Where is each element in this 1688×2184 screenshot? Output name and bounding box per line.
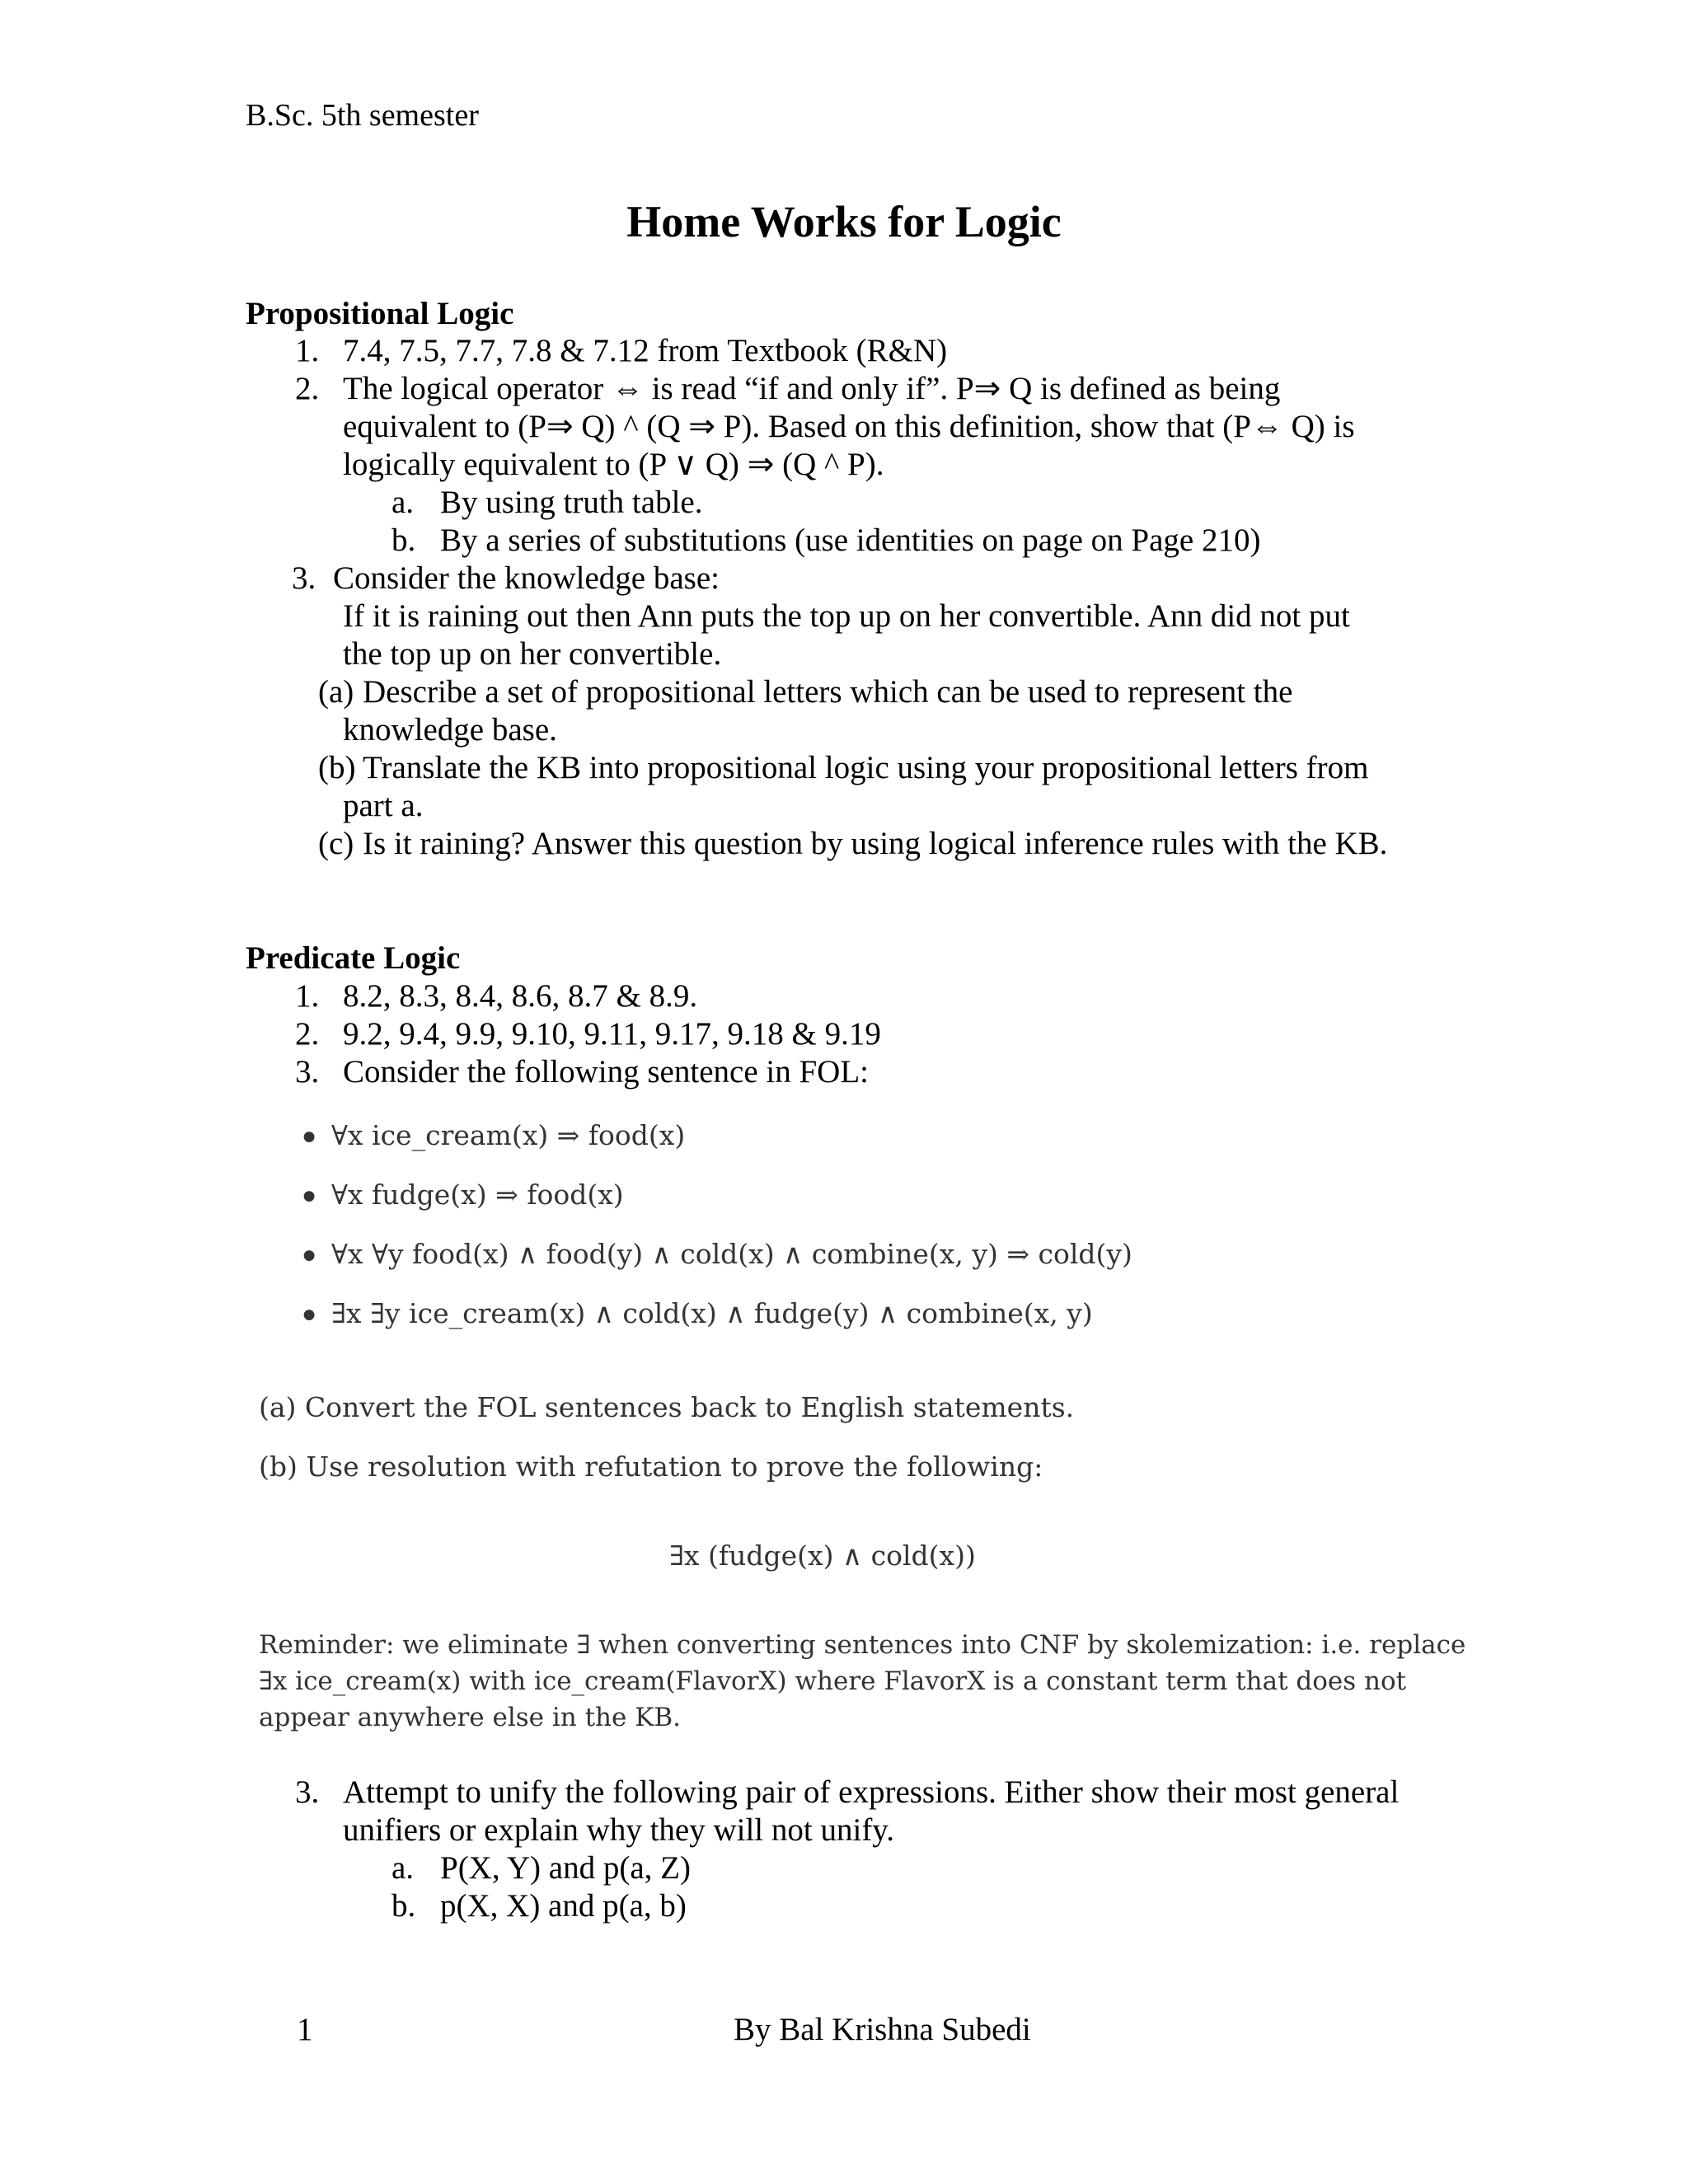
part-text: Describe a set of propositional letters which can be used to represent the: [363, 674, 1293, 710]
course-header: B.Sc. 5th semester: [246, 98, 479, 133]
page-number: 1: [297, 2012, 313, 2047]
item-number: 3.: [292, 560, 316, 596]
bullet-icon: ●: [302, 1122, 317, 1150]
question-part-a: (a) Convert the FOL sentences back to English statements.: [259, 1391, 1075, 1423]
part-label: (c): [318, 826, 354, 861]
reminder-text: Reminder: we eliminate ∃ when converting sentences into CNF by skolemization: i.e. replace: [259, 1630, 1466, 1660]
part-label: (a): [318, 674, 354, 710]
item-text: 8.2, 8.3, 8.4, 8.6, 8.7 & 8.9.: [343, 978, 698, 1014]
author-credit: By Bal Krishna Subedi: [734, 2012, 1031, 2047]
item-number: 3.: [295, 1774, 320, 1810]
page-title: Home Works for Logic: [626, 197, 1062, 246]
fol-sentence: ∀x ∀y food(x) ∧ food(y) ∧ cold(x) ∧ combine(x, y) ⇒ cold(y): [331, 1238, 1132, 1270]
section-heading-propositional: Propositional Logic: [246, 296, 514, 331]
part-text: Is it raining? Answer this question by using logical inference rules with the KB.: [363, 826, 1388, 861]
goal-formula: ∃x (fudge(x) ∧ cold(x)): [669, 1540, 976, 1572]
subitem-label: a.: [392, 485, 415, 520]
subitem-text: P(X, Y) and p(a, Z): [440, 1850, 691, 1886]
part-text: part a.: [343, 788, 424, 823]
item-text: logically equivalent to (P ∨ Q) ⇒ (Q ^ P).: [343, 447, 884, 482]
reminder-text: ∃x ice_cream(x) with ice_cream(FlavorX) where FlavorX is a constant term that does not: [259, 1666, 1407, 1696]
subitem-label: b.: [392, 523, 416, 558]
item-text: 9.2, 9.4, 9.9, 9.10, 9.11, 9.17, 9.18 & 9.19: [343, 1016, 881, 1052]
subitem-label: a.: [392, 1850, 415, 1886]
item-text: Consider the knowledge base:: [333, 560, 720, 596]
subitem-text: By using truth table.: [440, 485, 703, 520]
subitem-text: p(X, X) and p(a, b): [440, 1888, 687, 1924]
question-part-b: (b) Use resolution with refutation to prove the following:: [259, 1451, 1043, 1483]
item-number: 1.: [295, 333, 320, 368]
kb-text: the top up on her convertible.: [343, 636, 722, 672]
fol-sentence: ∀x ice_cream(x) ⇒ food(x): [331, 1119, 686, 1151]
item-text: The logical operator ⇔ is read “if and only if”. P⇒ Q is defined as being: [343, 371, 1281, 406]
fol-sentence: ∃x ∃y ice_cream(x) ∧ cold(x) ∧ fudge(y) ∧ combine(x, y): [331, 1297, 1093, 1329]
part-text: Translate the KB into propositional logic using your propositional letters from: [363, 750, 1369, 785]
item-number: 1.: [295, 978, 320, 1014]
item-text: equivalent to (P⇒ Q) ^ (Q ⇒ P). Based on this definition, show that (P⇔ Q) is: [343, 409, 1355, 444]
reminder-text: appear anywhere else in the KB.: [259, 1703, 682, 1732]
subitem-text: By a series of substitutions (use identities on page on Page 210): [440, 523, 1261, 558]
item-text: Consider the following sentence in FOL:: [343, 1054, 869, 1090]
item-text: Attempt to unify the following pair of expressions. Either show their most general: [343, 1774, 1400, 1810]
bullet-icon: ●: [302, 1182, 317, 1209]
part-text: knowledge base.: [343, 712, 557, 748]
item-number: 2.: [295, 1016, 320, 1052]
item-number: 3.: [295, 1054, 320, 1090]
bullet-icon: ●: [302, 1241, 317, 1268]
item-text: unifiers or explain why they will not unify.: [343, 1812, 895, 1848]
item-text: 7.4, 7.5, 7.7, 7.8 & 7.12 from Textbook (R&N): [343, 333, 948, 368]
part-label: (b): [318, 750, 356, 785]
fol-sentence: ∀x fudge(x) ⇒ food(x): [331, 1179, 624, 1211]
bullet-icon: ●: [302, 1301, 317, 1328]
kb-text: If it is raining out then Ann puts the top up on her convertible. Ann did not put: [343, 598, 1350, 634]
section-heading-predicate: Predicate Logic: [246, 940, 461, 976]
subitem-label: b.: [392, 1888, 416, 1924]
item-number: 2.: [295, 371, 320, 406]
